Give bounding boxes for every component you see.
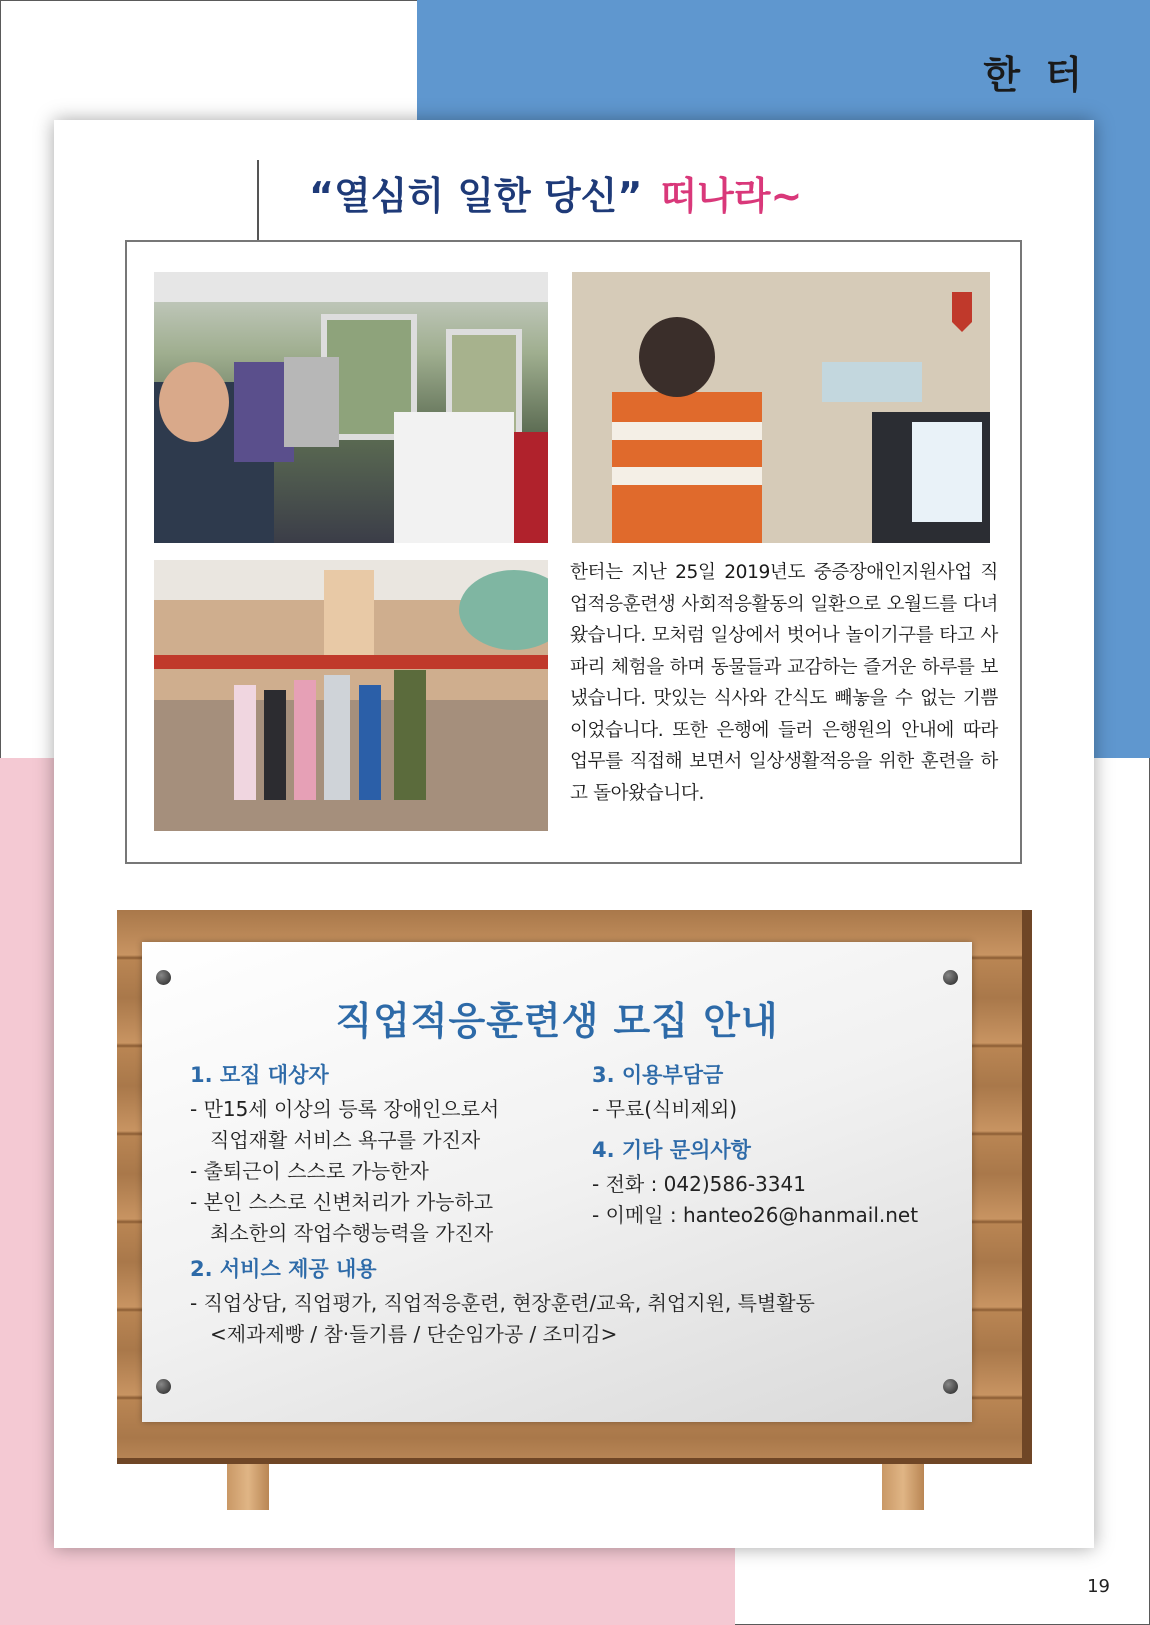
- wooden-frame: [117, 910, 1032, 1464]
- page-number: 19: [1087, 1576, 1110, 1597]
- headline: [309, 165, 802, 220]
- photo-bank-visit: [572, 272, 990, 543]
- section-recruit-target: [190, 1060, 590, 1249]
- notice-title: 직업적응훈련생 모집 안내: [335, 999, 779, 1043]
- list-item: - 무료(식비제외): [592, 1097, 738, 1121]
- notice-board: [117, 910, 1034, 1500]
- notice-panel: [142, 942, 972, 1422]
- photo-group-oworld: [154, 560, 548, 831]
- section-heading: 2. 서비스 제공 내용: [190, 1257, 377, 1281]
- photo-story-box: [125, 240, 1022, 864]
- list-item: 최소한의 작업수행능력을 가진자: [210, 1221, 494, 1245]
- story-paragraph: 한터는 지난 25일 2019년도 중증장애인지원사업 직업적응훈련생 사회적응활동의 일환으로 오월드를 다녀왔습니다. 모처럼 일상에서 벗어나 놀이기구를 타고 사파리 체험을 하며 동물들과 교감하는 즐거운 하루를 보냈습니다. 맛있는 식사와 간식도 빼놓을 수 없는 기쁨이었습니다. 또한 은행에 들러 은행원의 안내에 따라 업무를 직접해 보면서 일상생활적응을 위한 훈련을 하고 돌아왔습니다.: [570, 562, 998, 804]
- section-heading: 3. 이용부담금: [592, 1063, 724, 1087]
- list-item: - 만15세 이상의 등록 장애인으로서: [190, 1097, 500, 1121]
- list-item: 직업재활 서비스 욕구를 가진자: [210, 1128, 481, 1152]
- section-heading: 1. 모집 대상자: [190, 1063, 329, 1087]
- bolt-icon: [156, 970, 171, 985]
- list-item: - 출퇴근이 스스로 가능한자: [190, 1159, 429, 1183]
- list-item: <제과제빵 / 참·들기름 / 단순임가공 / 조미김>: [210, 1322, 618, 1346]
- bolt-icon: [943, 1379, 958, 1394]
- photo-bus-ride: [154, 272, 548, 543]
- content-card: [54, 120, 1094, 1548]
- phone-line: - 전화 : 042)586-3341: [592, 1172, 806, 1196]
- headline-quote: “열심히 일한 당신”: [309, 174, 643, 218]
- bolt-icon: [156, 1379, 171, 1394]
- section-heading: 4. 기타 문의사항: [592, 1138, 751, 1162]
- section-fee-contact: [592, 1060, 952, 1231]
- headline-tail: 떠나라~: [660, 174, 803, 218]
- section-label: 한 터: [983, 53, 1088, 97]
- bolt-icon: [943, 970, 958, 985]
- section-services: [190, 1254, 960, 1350]
- email-line: - 이메일 : hanteo26@hanmail.net: [592, 1203, 919, 1227]
- list-item: - 직업상담, 직업평가, 직업적응훈련, 현장훈련/교육, 취업지원, 특별활동: [190, 1291, 815, 1315]
- title-divider: [257, 160, 259, 240]
- list-item: - 본인 스스로 신변처리가 가능하고: [190, 1190, 494, 1214]
